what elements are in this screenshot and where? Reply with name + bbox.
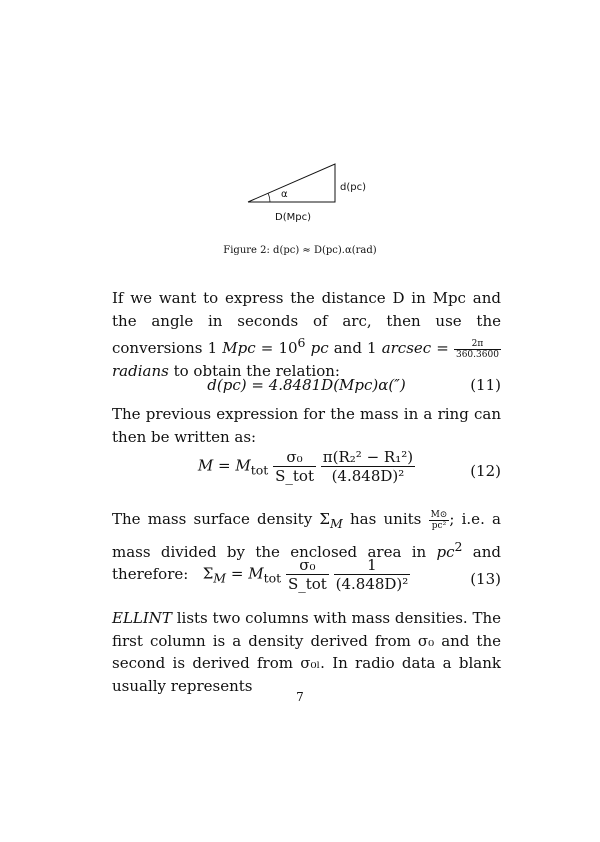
eq12-fraction-1: [273, 448, 316, 485]
para1-frac-bot: 360.3600: [455, 349, 499, 360]
para3-frac-top: M⊙: [430, 509, 448, 520]
para3-frac-bot: pc²: [431, 520, 447, 531]
para1-fraction: [454, 339, 501, 360]
equation-13: [112, 556, 501, 606]
para3-fraction: [429, 510, 450, 531]
para1-ten: 10: [278, 339, 298, 357]
para4-ellint: ELLINT: [112, 609, 172, 627]
para3-sup: 2: [454, 538, 463, 554]
para1-arcsec: arcsec: [381, 339, 432, 357]
para1-pc: pc: [310, 339, 329, 357]
equation-12: [112, 448, 501, 498]
para1-frac-top: 2π: [454, 339, 501, 350]
paragraph-1: [112, 287, 501, 382]
equation-11: [112, 371, 501, 401]
para4-text: lists two columns with mass densities. The first column is a density derived from σ₀ and the second is derived from σ₀ₗ. In radio data a blank usually represents: [112, 609, 501, 695]
para3-text-a: The mass surface density Σ: [112, 510, 330, 528]
para1-text-a: If we want to express the distance D in Mpc and the angle in seconds of arc, then use the conversions 1: [112, 289, 501, 357]
base-label: D(Mpc): [275, 212, 311, 223]
para1-radians: radians: [112, 361, 169, 380]
para1-text-d: and 1: [333, 339, 377, 357]
eq13-f1-bot: S_tot: [287, 575, 327, 593]
eq13-lhs: Σ: [202, 564, 214, 583]
eq13-eq: = M: [230, 564, 264, 583]
para1-mpc: Mpc: [222, 339, 256, 357]
eq13-f1-top: σ₀: [286, 556, 329, 575]
triangle-shape: [248, 164, 335, 202]
eq12-fraction-2: [321, 448, 415, 485]
figure-caption: Figure 2: d(pc) ≈ D(pc).α(rad): [223, 245, 377, 256]
para1-eq2: =: [436, 339, 449, 357]
eq13-fraction-1: [286, 556, 329, 593]
para3-text-d: and therefore:: [112, 542, 501, 583]
para3-pc: pc: [436, 542, 455, 561]
eq12-f2-top: π(R₂² − R₁²): [322, 448, 414, 466]
triangle-figure: [240, 155, 380, 230]
eq13-lhs-sub: M: [213, 570, 227, 586]
eq13-fraction-2: [334, 556, 411, 593]
eq12-f2-bot: (4.848D)²: [331, 467, 405, 485]
para1-text-f: to obtain the relation:: [173, 361, 340, 380]
eq11-body: d(pc) = 4.8481D(Mpc)α(″): [207, 376, 406, 394]
paragraph-4: [112, 607, 501, 697]
eq12-lhs-sub: tot: [250, 462, 269, 478]
angle-arc: [268, 194, 270, 202]
para1-exponent: 6: [297, 335, 306, 350]
para3-sub: M: [329, 516, 343, 531]
para1-eq1: =: [260, 339, 274, 357]
eq12-number: (12): [470, 462, 501, 480]
eq11-number: (11): [470, 376, 501, 394]
eq13-f2-top: 1: [334, 556, 411, 575]
eq12-f1-bot: S_tot: [275, 467, 314, 485]
eq12-f1-top: σ₀: [273, 448, 316, 467]
para3-text-b: has units: [350, 510, 422, 528]
opposite-side-label: d(pc): [340, 182, 366, 193]
eq13-number: (13): [470, 570, 501, 588]
alpha-label: α: [281, 189, 288, 200]
eq13-eq-sub: tot: [263, 570, 282, 586]
page-number: 7: [296, 690, 304, 704]
para3-text-c: ; i.e. a mass divided by the enclosed area in: [112, 510, 501, 561]
eq12-lhs: M = M: [197, 456, 251, 475]
paragraph-2: The previous expression for the mass in a ring can then be written as:: [112, 405, 501, 446]
eq13-f2-bot: (4.848D)²: [335, 575, 409, 593]
